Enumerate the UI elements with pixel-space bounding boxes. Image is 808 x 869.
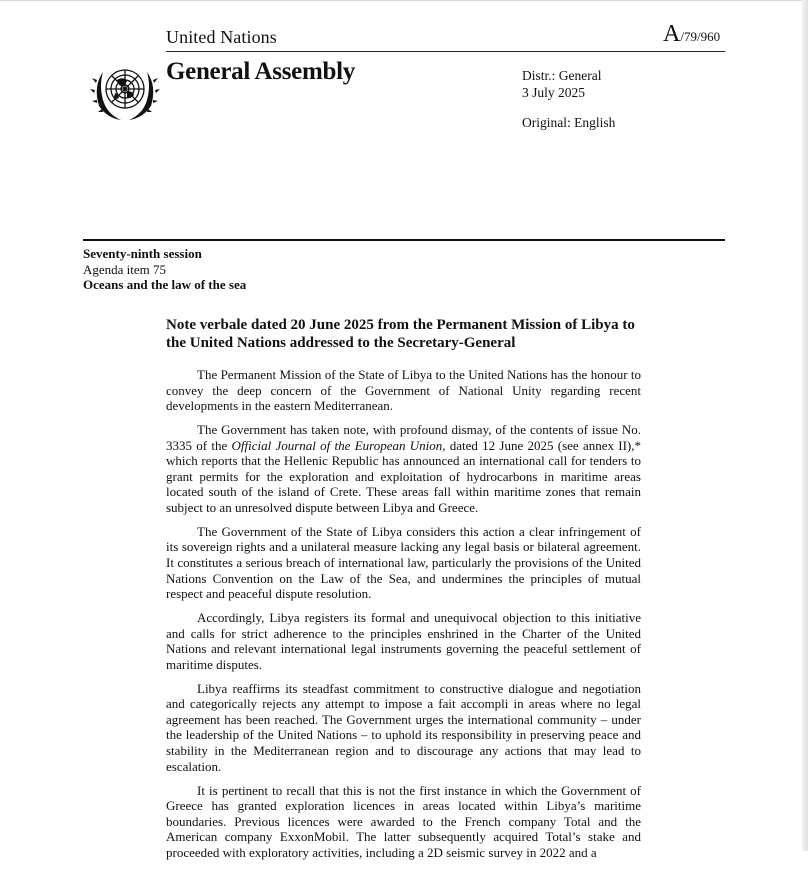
- document-symbol-number: /79/960: [680, 29, 721, 44]
- journal-title: Official Journal of the European Union: [231, 437, 443, 453]
- document-date: 3 July 2025: [522, 84, 586, 100]
- paragraph-2-part-2: , dated 12 June 2025 (see annex II),* which reports that the Hellenic Republic has announced an international call for tenders to grant permits for the exploration and exploitation of hydrocarbons in maritime areas located south of the island of Crete. These areas fall within maritime zones that remain subject to an unresolved dispute between Libya and Greece.: [166, 437, 642, 515]
- agenda-item: Agenda item 75: [83, 261, 167, 277]
- document-symbol: [663, 21, 720, 48]
- header-rule: [166, 51, 725, 52]
- paragraph-2-part-1: The Government has taken note, with profound dismay, of the contents of issue No. 3335 of the: [166, 422, 641, 453]
- paragraph-1: The Permanent Mission of the State of Libya to the United Nations has the honour to convey the deep concern of the Government of National Unity regarding recent developments in the eastern Mediterranean.: [166, 367, 641, 414]
- distribution-block: [522, 68, 615, 132]
- paragraph-6: It is pertinent to recall that this is not the first instance in which the Government of Greece has granted exploration licences in areas located within Libya’s maritime boundaries. Previous licences were awarded to the French company Total and the American company ExxonMobil. The latter subsequently acquired Total’s stake and proceeded with exploratory activities, including a 2D seismic survey in 2022 and a: [166, 782, 641, 860]
- session-rule: [83, 239, 725, 241]
- agenda-topic: Oceans and the law of the sea: [83, 277, 247, 292]
- paragraph-3: The Government of the State of Libya considers this action a clear infringement of its sovereign rights and a unilateral measure lacking any legal basis or bilateral agreement. It constitutes a serious breach of international law, particularly the provisions of the United Nations Convention on the Law of the Sea, and undermines the principles of mutual respect and peaceful dispute resolution.: [166, 523, 641, 602]
- organization-name: United Nations: [166, 27, 277, 47]
- page-edge-shadow: [802, 0, 808, 851]
- session-block: [83, 246, 246, 293]
- original-language: Original: English: [522, 115, 616, 130]
- distribution-spacer: [522, 101, 615, 115]
- distribution-type: Distr.: General: [522, 68, 602, 83]
- organ-name: General Assembly: [166, 58, 355, 85]
- page-top-rule: [0, 0, 808, 1]
- document-symbol-prefix: A: [663, 21, 681, 47]
- paragraph-2: [166, 422, 641, 515]
- paragraph-4: Accordingly, Libya registers its formal and unequivocal objection to this initiative and calls for strict adherence to the principles enshrined in the Charter of the United Nations and relevant international legal instruments governing the peaceful settlement of maritime disputes.: [166, 610, 641, 672]
- un-emblem-icon: [87, 58, 163, 124]
- paragraph-5: Libya reaffirms its steadfast commitment to constructive dialogue and negotiation and categorically rejects any attempt to impose a fait accompli in areas where no legal agreement has been reached. The Government urges the international community – under the leadership of the United Nations – to uphold its responsibility in preserving peace and stability in the Mediterranean region and to discourage any actions that may lead to escalation.: [166, 680, 641, 774]
- session-name: Seventy-ninth session: [83, 246, 202, 261]
- document-title: Note verbale dated 20 June 2025 from the Permanent Mission of Libya to the United Nations addressed to the Secretary-General: [166, 317, 635, 351]
- document-body: [166, 367, 641, 869]
